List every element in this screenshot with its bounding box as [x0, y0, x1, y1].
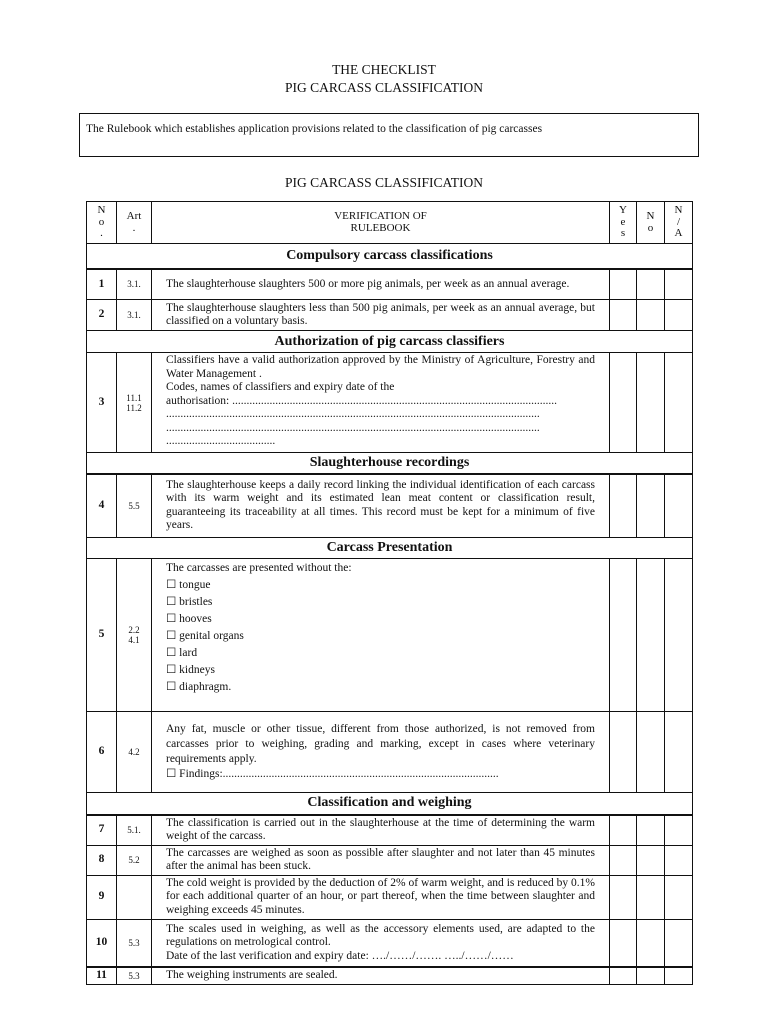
- row-article: 5.3: [117, 967, 152, 984]
- na-cell[interactable]: [665, 845, 693, 875]
- row-number: 2: [87, 300, 117, 331]
- row-text: The slaughterhouse keeps a daily record linking the individual identification of each carcass with its warm weight and its estimated lean meat content or classification result, guaranteeing its traceability at all times. This record must be kept for a minimum of five years.: [152, 474, 610, 538]
- section-compulsory: Compulsory carcass classifications: [87, 244, 693, 269]
- table-row: [87, 712, 693, 793]
- checkbox-hooves[interactable]: ☐ hooves: [166, 613, 212, 625]
- findings-field[interactable]: ☐ Findings:................................................................................................: [166, 768, 499, 780]
- row-article: 5.1.: [117, 815, 152, 846]
- yes-cell[interactable]: [610, 712, 637, 793]
- section-authorization: Authorization of pig carcass classifiers: [87, 331, 693, 353]
- row-number: 8: [87, 845, 117, 875]
- row-article: 5.5: [117, 474, 152, 538]
- table-row: [87, 967, 693, 984]
- checkbox-kidneys[interactable]: ☐ kidneys: [166, 664, 215, 676]
- no-cell[interactable]: [637, 474, 665, 538]
- row-text: The slaughterhouse slaughters 500 or more pig animals, per week as an annual average.: [152, 269, 610, 300]
- row-number: 3: [87, 353, 117, 453]
- checkbox-diaphragm[interactable]: ☐ diaphragm.: [166, 681, 232, 693]
- no-cell[interactable]: [637, 559, 665, 712]
- no-cell[interactable]: [637, 919, 665, 967]
- row-article: 5.2: [117, 845, 152, 875]
- checkbox-lard[interactable]: ☐ lard: [166, 647, 198, 659]
- row-number: 5: [87, 559, 117, 712]
- na-cell[interactable]: [665, 815, 693, 846]
- row-article: 5.3: [117, 919, 152, 967]
- na-cell[interactable]: [665, 559, 693, 712]
- section-presentation: Carcass Presentation: [87, 538, 693, 559]
- row-text: The slaughterhouse slaughters less than 500 pig animals, per week as an annual average, but classified on a voluntary basis.: [152, 300, 610, 331]
- no-cell[interactable]: [637, 300, 665, 331]
- header-no-col: N o: [637, 202, 665, 244]
- yes-cell[interactable]: [610, 474, 637, 538]
- section-row: [87, 453, 693, 474]
- title-line-2: PIG CARCASS CLASSIFICATION: [284, 80, 484, 95]
- section-row: [87, 331, 693, 353]
- checklist-table: [86, 201, 693, 985]
- no-cell[interactable]: [637, 967, 665, 984]
- no-cell[interactable]: [637, 815, 665, 846]
- yes-cell[interactable]: [610, 845, 637, 875]
- row-text: The classification is carried out in the slaughterhouse at the time of determining the warm weight of the carcass.: [152, 815, 610, 846]
- yes-cell[interactable]: [610, 559, 637, 712]
- table-row: [87, 269, 693, 300]
- table-row: [87, 474, 693, 538]
- table-row: [87, 559, 693, 712]
- authorisation-field[interactable]: authorisation: .................................................................................................................: [166, 394, 557, 407]
- header-art: Art .: [117, 202, 152, 244]
- table-row: [87, 353, 693, 453]
- table-row: [87, 815, 693, 846]
- row-text: The carcasses are weighed as soon as possible after slaughter and not later than 45 minutes after the animal has been stuck.: [152, 845, 610, 875]
- section-classification-weighing: Classification and weighing: [87, 793, 693, 815]
- row-number: 4: [87, 474, 117, 538]
- table-row: [87, 919, 693, 967]
- header-no: N o .: [87, 202, 117, 244]
- checkbox-bristles[interactable]: ☐ bristles: [166, 596, 213, 608]
- header-yes: Y e s: [610, 202, 637, 244]
- row-number: 9: [87, 875, 117, 919]
- na-cell[interactable]: [665, 875, 693, 919]
- na-cell[interactable]: [665, 353, 693, 453]
- row-text: The cold weight is provided by the deduction of 2% of warm weight, and is reduced by 0.1% for each additional quarter of an hour, or part thereof, when the time between slaughter and weighing exceeds 45 minutes.: [152, 875, 610, 919]
- table-row: [87, 845, 693, 875]
- table-row: [87, 875, 693, 919]
- yes-cell[interactable]: [610, 875, 637, 919]
- yes-cell[interactable]: [610, 269, 637, 300]
- row-article: [117, 875, 152, 919]
- title-line-1: THE CHECKLIST: [332, 62, 436, 77]
- no-cell[interactable]: [637, 712, 665, 793]
- row-text: The weighing instruments are sealed.: [152, 967, 610, 984]
- table-row: [87, 300, 693, 331]
- yes-cell[interactable]: [610, 815, 637, 846]
- document-title: [0, 61, 768, 97]
- yes-cell[interactable]: [610, 967, 637, 984]
- section-row: [87, 793, 693, 815]
- section-row: [87, 538, 693, 559]
- no-cell[interactable]: [637, 845, 665, 875]
- row-article: 11.1 11.2: [117, 353, 152, 453]
- rulebook-box: [79, 113, 699, 157]
- no-cell[interactable]: [637, 353, 665, 453]
- row-number: 1: [87, 269, 117, 300]
- na-cell[interactable]: [665, 919, 693, 967]
- row-number: 11: [87, 967, 117, 984]
- no-cell[interactable]: [637, 875, 665, 919]
- na-cell[interactable]: [665, 967, 693, 984]
- na-cell[interactable]: [665, 300, 693, 331]
- row-article: 4.2: [117, 712, 152, 793]
- row-article: 2.2 4.1: [117, 559, 152, 712]
- table-subtitle: PIG CARCASS CLASSIFICATION: [284, 175, 484, 190]
- yes-cell[interactable]: [610, 919, 637, 967]
- row-article: 3.1.: [117, 300, 152, 331]
- checkbox-tongue[interactable]: ☐ tongue: [166, 579, 211, 591]
- row-text: Classifiers have a valid authorization approved by the Ministry of Agriculture, Forestry and Water Management . Codes, names of classifiers and expiry date of the authorisation: ................................................................................................................. .................................................................................................................................. .................................................................................................................................. ......................................: [152, 353, 610, 453]
- section-row: [87, 244, 693, 269]
- row-number: 10: [87, 919, 117, 967]
- row-number: 7: [87, 815, 117, 846]
- header-verification: VERIFICATION OF RULEBOOK: [152, 202, 610, 244]
- na-cell[interactable]: [665, 712, 693, 793]
- na-cell[interactable]: [665, 269, 693, 300]
- yes-cell[interactable]: [610, 300, 637, 331]
- row-text: The carcasses are presented without the: ☐ tongue ☐ bristles ☐ hooves ☐ genital organs ☐ lard ☐ kidneys ☐ diaphragm.: [152, 559, 610, 712]
- checkbox-genital-organs[interactable]: ☐ genital organs: [166, 630, 244, 642]
- header-row: [87, 202, 693, 244]
- row-text: Any fat, muscle or other tissue, different from those authorized, is not removed from carcasses prior to weighing, grading and marking, except in cases where veterinary requirements apply. ☐ Findings:................................................................................................: [152, 712, 610, 793]
- rulebook-text: The Rulebook which establishes application provisions related to the classification of pig carcasses: [86, 123, 543, 135]
- section-recordings: Slaughterhouse recordings: [87, 453, 693, 474]
- row-text: The scales used in weighing, as well as the accessory elements used, are adapted to the regulations on metrological control. Date of the last verification and expiry date: …./……/……. …../……/……: [152, 919, 610, 967]
- header-na: N / A: [665, 202, 693, 244]
- verification-date-field[interactable]: Date of the last verification and expiry date: …./……/……. …../……/……: [166, 949, 514, 962]
- no-cell[interactable]: [637, 269, 665, 300]
- row-number: 6: [87, 712, 117, 793]
- yes-cell[interactable]: [610, 353, 637, 453]
- na-cell[interactable]: [665, 474, 693, 538]
- row-article: 3.1.: [117, 269, 152, 300]
